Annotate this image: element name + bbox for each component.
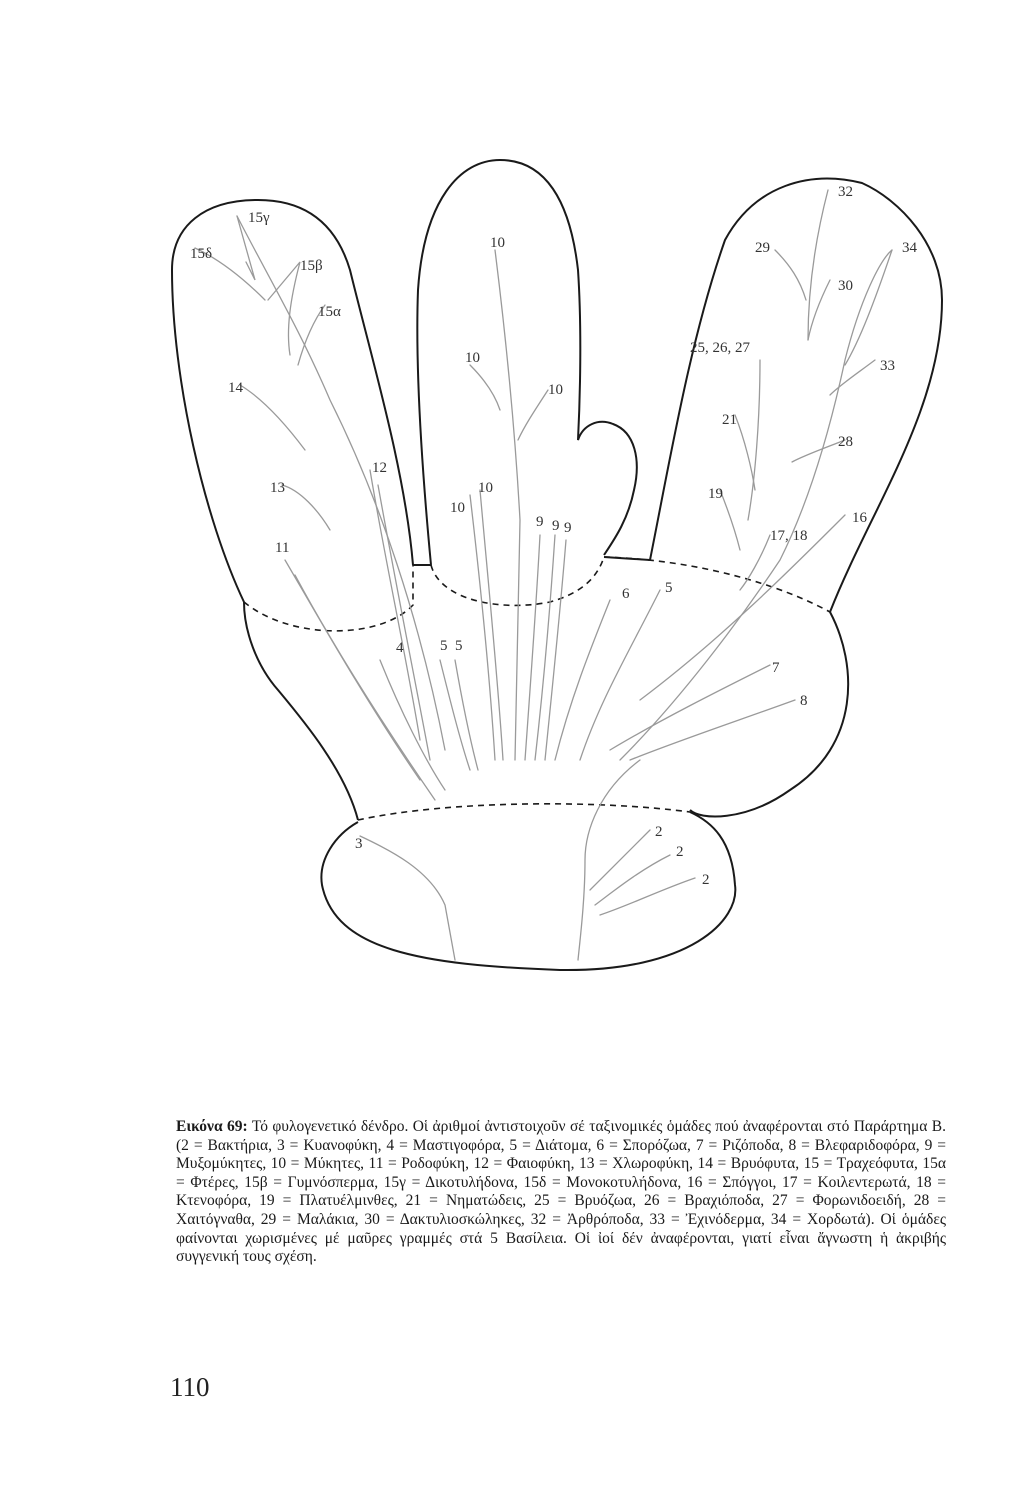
label-15a: 15α bbox=[318, 304, 341, 320]
label-5-b: 5 bbox=[440, 638, 448, 654]
label-28: 28 bbox=[838, 434, 853, 450]
branch-3 bbox=[360, 836, 455, 960]
branch-5b bbox=[455, 660, 478, 770]
boundary-monera bbox=[358, 804, 690, 820]
branch-6 bbox=[555, 600, 610, 760]
label-17-18: 17, 18 bbox=[770, 528, 808, 544]
branch-34 bbox=[845, 250, 892, 365]
label-7: 7 bbox=[772, 660, 780, 676]
branch-5c bbox=[580, 590, 660, 760]
label-32: 32 bbox=[838, 184, 853, 200]
branch-plantae-main bbox=[237, 216, 445, 750]
kingdom-boundaries bbox=[244, 557, 830, 820]
label-15g: 15γ bbox=[248, 210, 270, 226]
label-10-e: 10 bbox=[478, 480, 493, 496]
branch-11b bbox=[295, 575, 435, 800]
label-2-a: 2 bbox=[655, 824, 663, 840]
label-5-c: 5 bbox=[455, 638, 463, 654]
label-9-b: 9 bbox=[552, 518, 560, 534]
branch-9c bbox=[545, 540, 566, 760]
label-15b: 15β bbox=[300, 258, 323, 274]
branch-2b bbox=[595, 855, 670, 905]
branch-2a bbox=[590, 830, 650, 890]
branch-4 bbox=[380, 660, 445, 790]
label-6: 6 bbox=[622, 586, 630, 602]
boundary-plantae bbox=[244, 565, 413, 631]
label-5-a: 5 bbox=[665, 580, 673, 596]
label-19: 19 bbox=[708, 486, 723, 502]
label-2-b: 2 bbox=[676, 844, 684, 860]
page-number: 110 bbox=[170, 1372, 210, 1402]
branch-10-a bbox=[470, 495, 495, 760]
label-2-c: 2 bbox=[702, 872, 710, 888]
branch-15b bbox=[268, 262, 300, 355]
taxon-labels bbox=[190, 184, 918, 888]
protista-body-outline bbox=[244, 602, 848, 820]
label-3: 3 bbox=[355, 836, 363, 852]
label-29: 29 bbox=[755, 240, 770, 256]
label-33: 33 bbox=[880, 358, 895, 374]
boundary-fungi bbox=[431, 557, 604, 605]
label-21: 21 bbox=[722, 412, 737, 428]
branch-bacteria-main bbox=[578, 760, 640, 960]
monera-base-outline bbox=[321, 812, 735, 970]
label-11: 11 bbox=[275, 540, 290, 556]
label-15d: 15δ bbox=[190, 246, 213, 262]
label-30: 30 bbox=[838, 278, 853, 294]
branch-13 bbox=[282, 485, 330, 530]
branches bbox=[195, 190, 892, 960]
branch-16 bbox=[640, 515, 845, 700]
branch-29 bbox=[775, 250, 806, 300]
label-14: 14 bbox=[228, 380, 243, 396]
label-10-d: 10 bbox=[450, 500, 465, 516]
branch-33 bbox=[830, 360, 875, 395]
branch-10-right bbox=[518, 390, 548, 440]
branch-9a bbox=[525, 535, 540, 760]
branch-32 bbox=[808, 190, 828, 340]
branch-30 bbox=[808, 280, 830, 340]
boundary-animalia bbox=[604, 557, 830, 612]
label-9-c: 9 bbox=[564, 520, 572, 536]
label-10-b: 10 bbox=[465, 350, 480, 366]
branch-10-main bbox=[495, 250, 520, 760]
label-10-a: 10 bbox=[490, 235, 505, 251]
figure-caption-text: Τό φυλογενετικό δένδρο. Οἱ ἀριθμοί ἀντιστοιχοῦν σέ ταξινομικές ὁμάδες πού ἀναφέρονται στό Παράρτημα Β. (2 = Βακτήρια, 3 = Κυανοφύκη, 4 = Μαστιγοφόρα, 5 = Διάτομα, 6 = Σπορόζωα, 7 = Ριζόποδα, 8 = Βλεφαριδοφόρα, 9 = Μυξομύκητες, 10 = Μύκητες, 11 = Ροδοφύκη, 12 = Φαιοφύκη, 13 = Χλωροφύκη, 14 = Βρυόφυτα, 15 = Τραχεόφυτα, 15α = Φτέρες, 15β = Γυμνόσπερμα, 15γ = Δικοτυλήδονα, 15δ = Μονοκοτυλήδονα, 16 = Σπόγγοι, 17 = Κοιλεντερωτά, 18 = Κτενοφόρα, 19 = Πλατυέλμινθες, 21 = Νηματώδεις, 25 = Βρυόζωα, 26 = Βραχιόποδα, 27 = Φορωνιδοειδή, 28 = Χαιτόγναθα, 29 = Μαλάκια, 30 = Δακτυλιοσκώληκες, 32 = Ἀρθρόποδα, 33 = Ἐχινόδερμα, 34 = Χορδωτά). Οἱ ὁμάδες φαίνονται χωρισμένες μέ μαῦρες γραμμές στά 5 Βασίλεια. Οἱ ἰοί δέν ἀναφέρονται, γιατί εἶναι ἄγνωστη ἡ ἀκριβής συγγενική τους σχέση. bbox=[176, 1118, 946, 1266]
branch-2c bbox=[600, 878, 695, 915]
label-34: 34 bbox=[902, 240, 917, 256]
label-9-a: 9 bbox=[536, 514, 544, 530]
branch-8 bbox=[630, 700, 795, 760]
label-4: 4 bbox=[396, 640, 404, 656]
label-10-c: 10 bbox=[548, 382, 563, 398]
figure-label: Εικόνα 69: bbox=[176, 1118, 248, 1135]
label-16: 16 bbox=[852, 510, 867, 526]
branch-10-left bbox=[470, 365, 500, 410]
label-25-27: 25, 26, 27 bbox=[690, 340, 750, 356]
label-13: 13 bbox=[270, 480, 285, 496]
animalia-lobe-outline bbox=[650, 179, 942, 612]
branch-21 bbox=[735, 415, 755, 490]
branch-25 bbox=[748, 360, 760, 520]
label-8: 8 bbox=[800, 693, 808, 709]
branch-14 bbox=[240, 385, 305, 450]
label-12: 12 bbox=[372, 460, 387, 476]
branch-19 bbox=[720, 490, 740, 550]
figure-caption bbox=[176, 1118, 946, 1267]
